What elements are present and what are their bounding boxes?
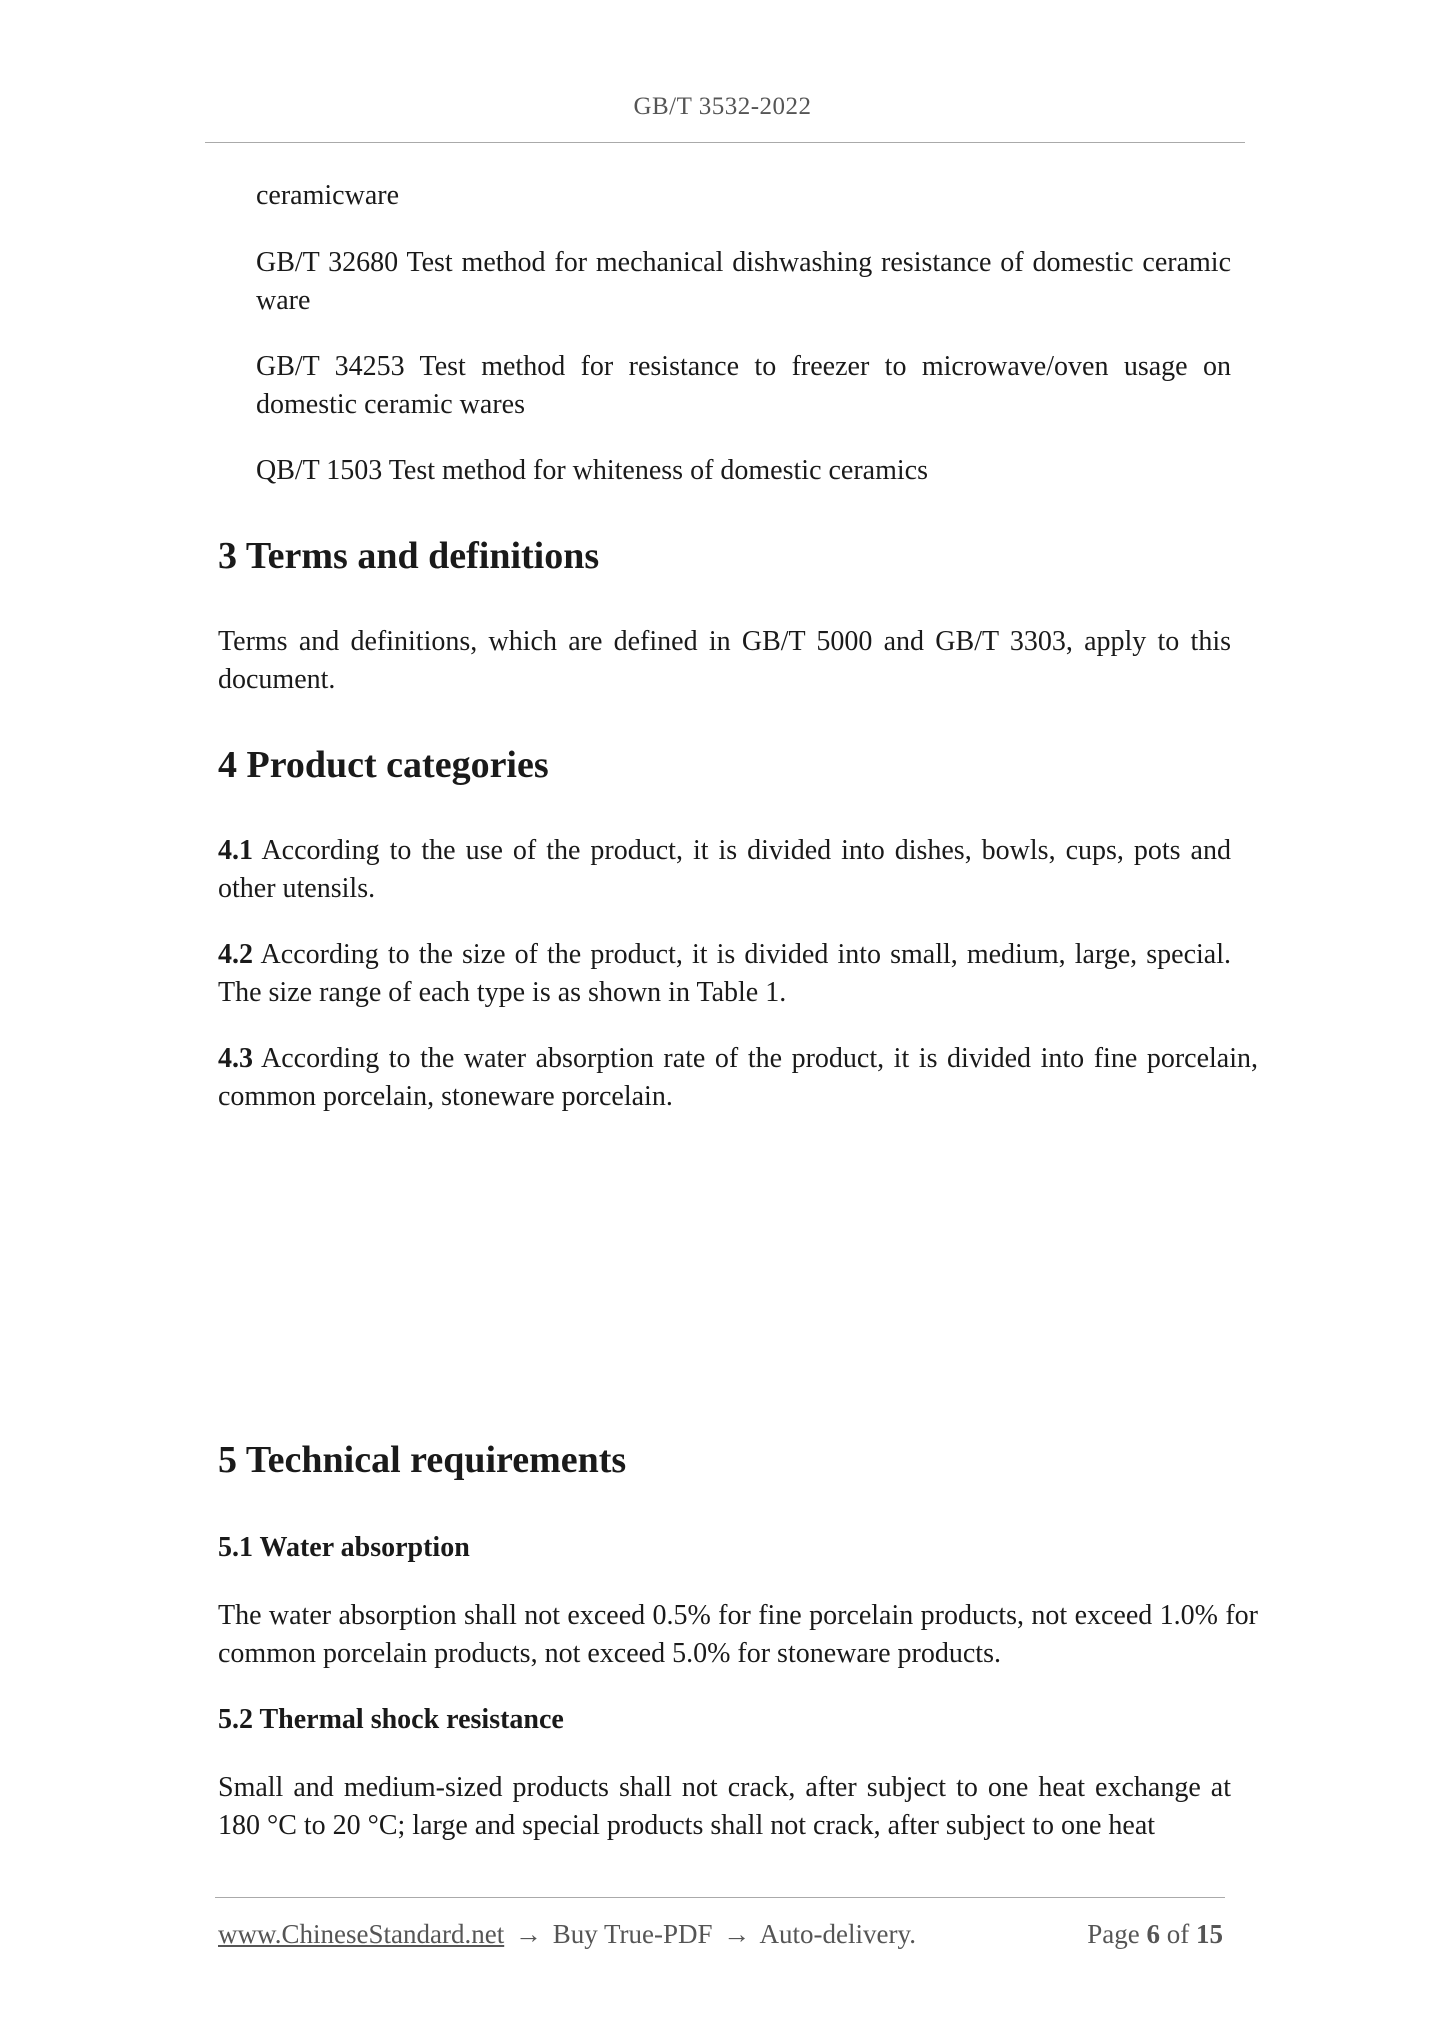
page-current: 6: [1146, 1919, 1160, 1949]
page-of: of: [1166, 1919, 1190, 1949]
footer-divider: [215, 1897, 1225, 1898]
footer-buy-text: Buy True-PDF: [552, 1919, 713, 1949]
subsection-heading-thermal-shock: 5.2 Thermal shock resistance: [218, 1704, 564, 1735]
header-divider: [205, 142, 1245, 143]
reference-item: GB/T 32680 Test method for mechanical dishwashing resistance of domestic ceramic ware: [256, 247, 1231, 316]
section-heading-product-categories: 4 Product categories: [218, 744, 549, 786]
subsection-heading-water-absorption: 5.1 Water absorption: [218, 1532, 470, 1563]
clause-text: According to the water absorption rate of the product, it is divided into fine porcelain, common porcelain, stoneware porcelain.: [218, 1043, 1258, 1112]
section-heading-terms: 3 Terms and definitions: [218, 535, 600, 577]
arrow-right-icon: →: [723, 1919, 751, 1949]
section-heading-technical-requirements: 5 Technical requirements: [218, 1439, 627, 1481]
reference-item: QB/T 1503 Test method for whiteness of domestic ceramics: [256, 455, 928, 486]
reference-item: ceramicware: [256, 180, 399, 211]
page-total: 15: [1196, 1919, 1223, 1949]
reference-item: GB/T 34253 Test method for resistance to freezer to microwave/oven usage on domestic ceramic wares: [256, 351, 1231, 420]
subsection-body-thermal-shock: Small and medium-sized products shall not crack, after subject to one heat exchange at 180 °C to 20 °C; large and special products shall not crack, after subject to one heat: [218, 1772, 1231, 1841]
page-header-standard-number: GB/T 3532-2022: [633, 93, 812, 120]
footer-delivery-text: Auto-delivery.: [759, 1919, 916, 1949]
clause-4-2: [218, 936, 1231, 1012]
arrow-right-icon: →: [514, 1919, 542, 1949]
clause-4-3: [218, 1040, 1258, 1116]
clause-number: 4.3: [218, 1043, 253, 1074]
page-number: [1087, 1919, 1223, 1950]
subsection-body-water-absorption: The water absorption shall not exceed 0.5% for fine porcelain products, not exceed 1.0% for common porcelain products, not exceed 5.0% for stoneware products.: [218, 1600, 1258, 1669]
website-link[interactable]: www.ChineseStandard.net: [218, 1919, 505, 1949]
page-label: Page: [1087, 1919, 1140, 1949]
page-footer: [218, 1919, 1223, 1950]
clause-number: 4.2: [218, 939, 253, 970]
clause-number: 4.1: [218, 835, 253, 866]
clause-4-1: [218, 832, 1231, 908]
clause-text: According to the size of the product, it is divided into small, medium, large, special. The size range of each type is as shown in Table 1.: [218, 939, 1231, 1008]
clause-text: According to the use of the product, it is divided into dishes, bowls, cups, pots and other utensils.: [218, 835, 1231, 904]
section-body-terms: Terms and definitions, which are defined in GB/T 5000 and GB/T 3303, apply to this document.: [218, 626, 1231, 695]
footer-promo: [218, 1919, 916, 1950]
